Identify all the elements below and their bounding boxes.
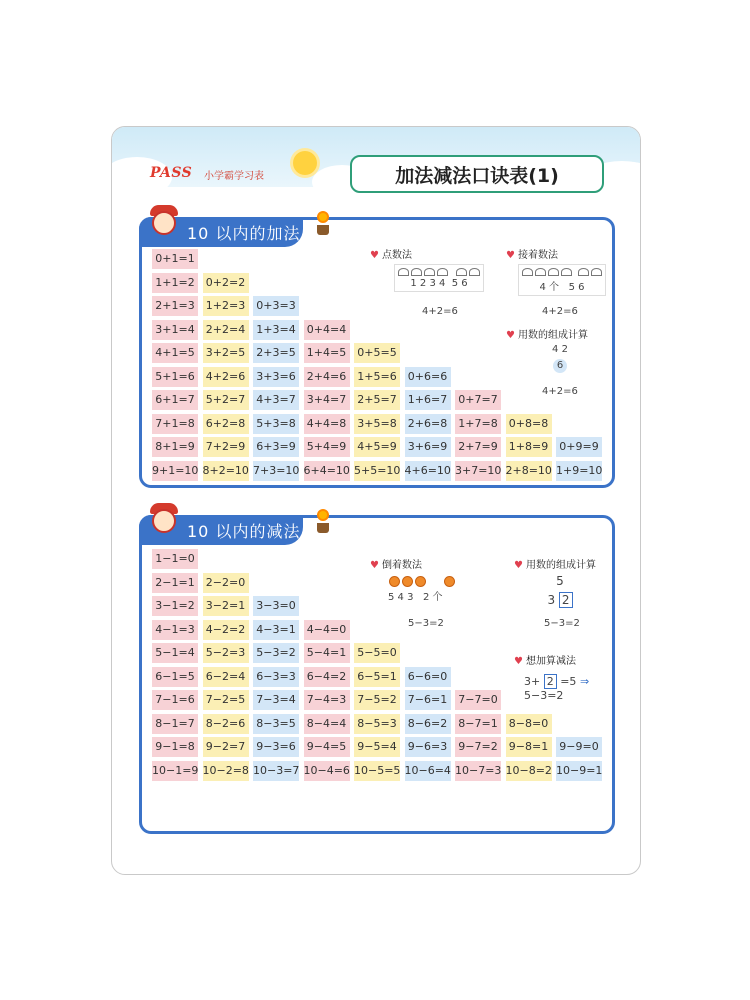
subtraction-header xyxy=(139,515,303,545)
count-numbers-extra: 5 6 xyxy=(451,278,468,289)
table-cell: 5−1=4 xyxy=(151,642,199,664)
equation-sum: =5 xyxy=(560,675,577,688)
count-back-figure xyxy=(388,576,488,603)
table-cell: 2+1=3 xyxy=(151,295,199,317)
count-numbers: 1 2 3 4 xyxy=(410,278,446,289)
mascot-icon xyxy=(149,205,179,243)
table-cell: 1+3=4 xyxy=(252,319,300,341)
table-cell: 8−4=4 xyxy=(303,713,351,735)
table-cell: 1+4=5 xyxy=(303,342,351,364)
composition-figure xyxy=(542,574,578,608)
table-cell: 0+2=2 xyxy=(202,272,250,294)
composition-total: 5 xyxy=(556,574,564,588)
table-cell: 8−8=0 xyxy=(505,713,553,735)
table-cell: 0+3=3 xyxy=(252,295,300,317)
flower-pot-icon xyxy=(315,211,331,239)
method-title: 用数的组成计算 xyxy=(525,560,596,571)
table-cell: 7−3=4 xyxy=(252,689,300,711)
method-composition xyxy=(506,326,588,341)
table-cell: 4+6=10 xyxy=(404,460,452,482)
brand-name: 小学霸学习表 xyxy=(204,171,264,182)
composition-total: 6 xyxy=(553,359,567,373)
table-cell: 9+1=10 xyxy=(151,460,199,482)
table-cell: 9−6=3 xyxy=(404,736,452,758)
table-cell: 2+6=8 xyxy=(404,413,452,435)
table-cell: 4+5=9 xyxy=(353,436,401,458)
table-cell: 2+5=7 xyxy=(353,389,401,411)
table-cell: 5−5=0 xyxy=(353,642,401,664)
table-cell: 10−6=4 xyxy=(404,760,452,782)
table-cell: 6−5=1 xyxy=(353,666,401,688)
table-cell: 1−1=0 xyxy=(151,548,199,570)
table-cell: 9−4=5 xyxy=(303,736,351,758)
table-cell: 9−5=4 xyxy=(353,736,401,758)
page-title xyxy=(350,155,604,193)
bird-icons xyxy=(519,267,605,278)
count-group: 2 个 xyxy=(423,591,443,603)
table-cell: 6−3=3 xyxy=(252,666,300,688)
table-cell: 4+1=5 xyxy=(151,342,199,364)
page-title-text: 加法减法口诀表(1) xyxy=(395,164,559,187)
table-cell: 9−8=1 xyxy=(505,736,553,758)
table-cell: 8−2=6 xyxy=(202,713,250,735)
heart-icon: ♥ xyxy=(514,656,523,667)
table-cell: 4−2=2 xyxy=(202,619,250,641)
table-cell: 5+2=7 xyxy=(202,389,250,411)
table-cell: 5+1=6 xyxy=(151,366,199,388)
count-group: 4 个 xyxy=(539,282,560,293)
table-cell: 5−3=2 xyxy=(252,642,300,664)
table-cell: 0+1=1 xyxy=(151,248,199,270)
table-cell: 3+5=8 xyxy=(353,413,401,435)
table-cell: 3+7=10 xyxy=(454,460,502,482)
heart-icon: ♥ xyxy=(514,560,523,571)
table-cell: 6+4=10 xyxy=(303,460,351,482)
method-title: 接着数法 xyxy=(517,250,558,261)
table-cell: 9−9=0 xyxy=(555,736,603,758)
pass-logo: PASS xyxy=(150,165,193,181)
table-cell: 4−3=1 xyxy=(252,619,300,641)
method-title: 点数法 xyxy=(381,250,412,261)
heart-icon: ♥ xyxy=(370,560,379,571)
table-cell: 0+8=8 xyxy=(505,413,553,435)
table-cell: 2+8=10 xyxy=(505,460,553,482)
equation: 4+2=6 xyxy=(542,386,578,397)
table-cell: 9−2=7 xyxy=(202,736,250,758)
table-cell: 2+3=5 xyxy=(252,342,300,364)
table-cell: 3+1=4 xyxy=(151,319,199,341)
table-cell: 1+5=6 xyxy=(353,366,401,388)
addition-title: 10 以内的加法 xyxy=(187,224,301,243)
equation: 4+2=6 xyxy=(422,306,458,317)
table-cell: 5+4=9 xyxy=(303,436,351,458)
table-cell: 7−6=1 xyxy=(404,689,452,711)
table-cell: 8+2=10 xyxy=(202,460,250,482)
table-cell: 8−7=1 xyxy=(454,713,502,735)
count-numbers: 5 4 3 xyxy=(388,591,414,603)
table-cell: 7−5=2 xyxy=(353,689,401,711)
table-cell: 7+2=9 xyxy=(202,436,250,458)
table-cell: 7+1=8 xyxy=(151,413,199,435)
addition-section xyxy=(139,217,615,488)
table-cell: 3−1=2 xyxy=(151,595,199,617)
equation-prefix: 3+ xyxy=(524,675,541,688)
table-cell: 10−1=9 xyxy=(151,760,199,782)
table-cell: 3−2=1 xyxy=(202,595,250,617)
method-counting xyxy=(370,246,412,261)
method-title: 想加算减法 xyxy=(525,656,576,667)
counting-figure xyxy=(394,264,484,292)
table-cell: 6−1=5 xyxy=(151,666,199,688)
table-cell: 9−7=2 xyxy=(454,736,502,758)
composition-figure xyxy=(542,344,578,373)
table-cell: 7−4=3 xyxy=(303,689,351,711)
table-cell: 2+2=4 xyxy=(202,319,250,341)
table-cell: 2+7=9 xyxy=(454,436,502,458)
table-cell: 10−8=2 xyxy=(505,760,553,782)
sun-icon xyxy=(293,151,317,175)
table-cell: 4+4=8 xyxy=(303,413,351,435)
table-cell: 7+3=10 xyxy=(252,460,300,482)
table-cell: 1+9=10 xyxy=(555,460,603,482)
subtraction-section xyxy=(139,515,615,834)
table-cell: 0+7=7 xyxy=(454,389,502,411)
add-to-subtract-equation xyxy=(524,674,612,702)
table-cell: 3−3=0 xyxy=(252,595,300,617)
table-cell: 6−6=0 xyxy=(404,666,452,688)
table-cell: 1+8=9 xyxy=(505,436,553,458)
table-cell: 8−6=2 xyxy=(404,713,452,735)
subtraction-title: 10 以内的减法 xyxy=(187,522,301,541)
table-cell: 8+1=9 xyxy=(151,436,199,458)
equation-box: 2 xyxy=(544,674,557,689)
table-cell: 7−2=5 xyxy=(202,689,250,711)
table-cell: 0+6=6 xyxy=(404,366,452,388)
method-count-back xyxy=(370,556,422,571)
table-cell: 2−2=0 xyxy=(202,572,250,594)
worksheet-card xyxy=(111,126,641,875)
count-numbers: 5 6 xyxy=(568,282,585,293)
method-title: 用数的组成计算 xyxy=(517,330,588,341)
heart-icon: ♥ xyxy=(370,250,379,261)
table-cell: 5+5=10 xyxy=(353,460,401,482)
table-cell: 4+2=6 xyxy=(202,366,250,388)
flower-pot-icon xyxy=(315,509,331,537)
table-cell: 10−2=8 xyxy=(202,760,250,782)
table-cell: 10−9=1 xyxy=(555,760,603,782)
table-cell: 5+3=8 xyxy=(252,413,300,435)
table-cell: 9−1=8 xyxy=(151,736,199,758)
equation: 4+2=6 xyxy=(542,306,578,317)
table-cell: 10−5=5 xyxy=(353,760,401,782)
table-cell: 4−1=3 xyxy=(151,619,199,641)
table-cell: 3+6=9 xyxy=(404,436,452,458)
table-cell: 3+3=6 xyxy=(252,366,300,388)
method-title: 倒着数法 xyxy=(381,560,422,571)
composition-part: 3 xyxy=(547,593,556,607)
table-cell: 1+1=2 xyxy=(151,272,199,294)
method-composition xyxy=(514,556,596,571)
table-cell: 6+3=9 xyxy=(252,436,300,458)
table-cell: 3+4=7 xyxy=(303,389,351,411)
addition-header xyxy=(139,217,303,247)
composition-parts: 4 2 xyxy=(552,344,568,355)
table-cell: 2−1=1 xyxy=(151,572,199,594)
table-cell: 7−7=0 xyxy=(454,689,502,711)
table-cell: 9−3=6 xyxy=(252,736,300,758)
table-cell: 6+1=7 xyxy=(151,389,199,411)
table-cell: 1+6=7 xyxy=(404,389,452,411)
table-cell: 6−2=4 xyxy=(202,666,250,688)
arrow-icon: ⇒ xyxy=(579,675,590,688)
heart-icon: ♥ xyxy=(506,250,515,261)
table-cell: 8−5=3 xyxy=(353,713,401,735)
mascot-icon xyxy=(149,503,179,541)
table-cell: 3+2=5 xyxy=(202,342,250,364)
table-cell: 0+5=5 xyxy=(353,342,401,364)
table-cell: 4+3=7 xyxy=(252,389,300,411)
table-cell: 0+4=4 xyxy=(303,319,351,341)
table-cell: 6+2=8 xyxy=(202,413,250,435)
table-cell: 8−3=5 xyxy=(252,713,300,735)
equation: 5−3=2 xyxy=(408,618,444,629)
table-cell: 7−1=6 xyxy=(151,689,199,711)
table-cell: 8−1=7 xyxy=(151,713,199,735)
method-count-on xyxy=(506,246,558,261)
apple-icons xyxy=(388,576,488,588)
equation: 5−3=2 xyxy=(544,618,580,629)
table-cell: 0+9=9 xyxy=(555,436,603,458)
table-cell: 2+4=6 xyxy=(303,366,351,388)
table-cell: 10−4=6 xyxy=(303,760,351,782)
table-cell: 5−4=1 xyxy=(303,642,351,664)
equation-result: 5−3=2 xyxy=(524,689,564,702)
table-cell: 10−3=7 xyxy=(252,760,300,782)
table-cell: 10−7=3 xyxy=(454,760,502,782)
method-add-to-subtract xyxy=(514,652,576,667)
table-cell: 5−2=3 xyxy=(202,642,250,664)
table-cell: 4−4=0 xyxy=(303,619,351,641)
table-cell: 6−4=2 xyxy=(303,666,351,688)
heart-icon: ♥ xyxy=(506,330,515,341)
bird-icons xyxy=(395,267,483,278)
table-cell: 1+7=8 xyxy=(454,413,502,435)
composition-part-boxed: 2 xyxy=(559,592,573,608)
table-cell: 1+2=3 xyxy=(202,295,250,317)
count-on-figure xyxy=(518,264,606,296)
